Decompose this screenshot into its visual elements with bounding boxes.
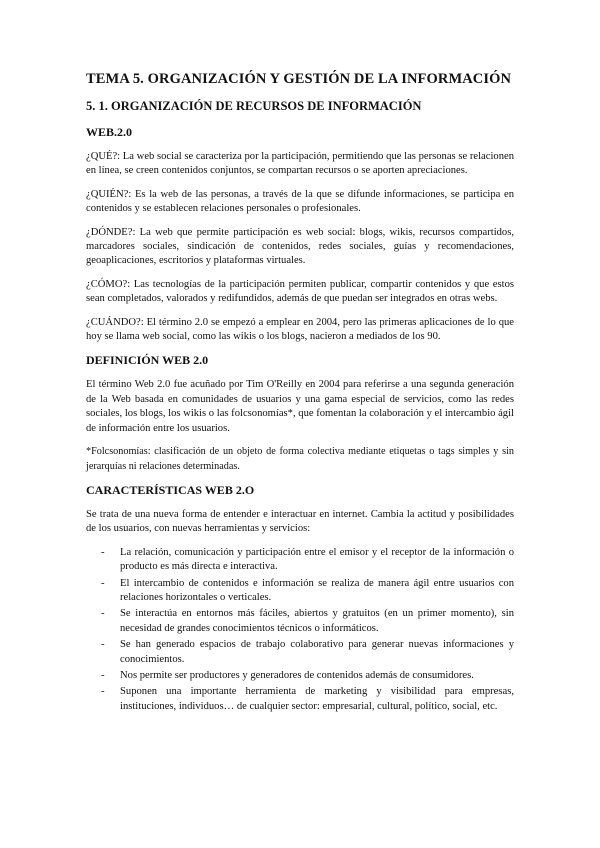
list-item-text: Se han generado espacios de trabajo colaborativo para generar nuevas informaciones y conocimientos. <box>120 639 514 665</box>
document-title: TEMA 5. ORGANIZACIÓN Y GESTIÓN DE LA INFORMACIÓN <box>86 71 512 87</box>
dash-bullet: - <box>101 577 105 589</box>
dash-bullet: - <box>101 686 105 698</box>
qa-where: ¿DÓNDE?: La web que permite participación es web social: blogs, wikis, recursos compartidos, marcadores sociales, sindicación de contenidos, redes sociales, guías y recomendaciones, geoaplicaciones, escritorios y plataformas virtuales. <box>86 226 514 267</box>
qa-what: ¿QUÉ?: La web social se caracteriza por la participación, permitiendo que las personas se relacionen en línea, se creen contenidos conjuntos, se compartan recursos o se aporten apreciaciones. <box>86 151 514 177</box>
list-item-text: Suponen una importante herramienta de marketing y visibilidad para empresas, instituciones, individuos… de cualquier sector: empresarial, cultural, político, social, etc. <box>120 686 514 712</box>
list-item-text: Nos permite ser productores y generadores de contenidos además de consumidores. <box>120 669 474 681</box>
characteristics-list <box>86 546 514 714</box>
characteristics-heading: CARACTERÍSTICAS WEB 2.O <box>86 482 255 497</box>
list-item <box>86 669 514 683</box>
dash-bullet: - <box>101 608 105 620</box>
folksonomy-note: *Folcsonomías: clasificación de un objeto de forma colectiva mediante etiquetas o tags simples y sin jerarquías ni relaciones determinadas. <box>86 446 514 472</box>
characteristics-intro: Se trata de una nueva forma de entender e interactuar en internet. Cambia la actitud y posibilidades de los usuarios, con nuevas herramientas y servicios: <box>86 508 514 535</box>
definition-heading: DEFINICIÓN WEB 2.0 <box>86 353 209 368</box>
dash-bullet: - <box>101 669 105 681</box>
list-item-text: Se interactúa en entornos más fáciles, abiertos y gratuitos (en un primer momento), sin necesidad de grandes conocimientos técnicos o informáticos. <box>120 608 514 634</box>
section-heading: 5. 1. ORGANIZACIÓN DE RECURSOS DE INFORMACIÓN <box>86 99 422 113</box>
web20-heading: WEB.2.0 <box>86 125 133 139</box>
list-item-text: El intercambio de contenidos e información se realiza de manera ágil entre usuarios con relaciones horizontales o verticales. <box>120 577 514 603</box>
list-item <box>86 607 514 636</box>
qa-how: ¿CÓMO?: Las tecnologías de la participación permiten publicar, compartir contenidos y que estos sean completados, valorados y redifundidos, además de que puedan ser integrados en otras webs. <box>86 278 514 305</box>
definition-paragraph: El término Web 2.0 fue acuñado por Tim O'Reilly en 2004 para referirse a una segunda generación de la Web basada en comunidades de usuarios y una gama especial de servicios, como las redes sociales, los blogs, los wikis o las folcsonomías*, que fomentan la colaboración y el intercambio ágil de información entre los usuarios. <box>86 379 514 434</box>
qa-who: ¿QUIÉN?: Es la web de las personas, a través de la que se difunde informaciones, se participa en contenidos y se establecen relaciones personales o profesionales. <box>86 188 514 215</box>
list-item-text: La relación, comunicación y participación entre el emisor y el receptor de la información o producto es más directa e interactiva. <box>120 546 514 573</box>
qa-when: ¿CUÁNDO?: El término 2.0 se empezó a emplear en 2004, pero las primeras aplicaciones de lo que hoy se llama web social, como las wikis o los blogs, nacieron a mediados de los 90. <box>86 316 514 343</box>
list-item <box>86 577 514 606</box>
dash-bullet: - <box>101 546 105 558</box>
list-item <box>86 685 514 714</box>
list-item <box>86 546 514 575</box>
dash-bullet: - <box>101 639 105 651</box>
list-item <box>86 638 514 667</box>
